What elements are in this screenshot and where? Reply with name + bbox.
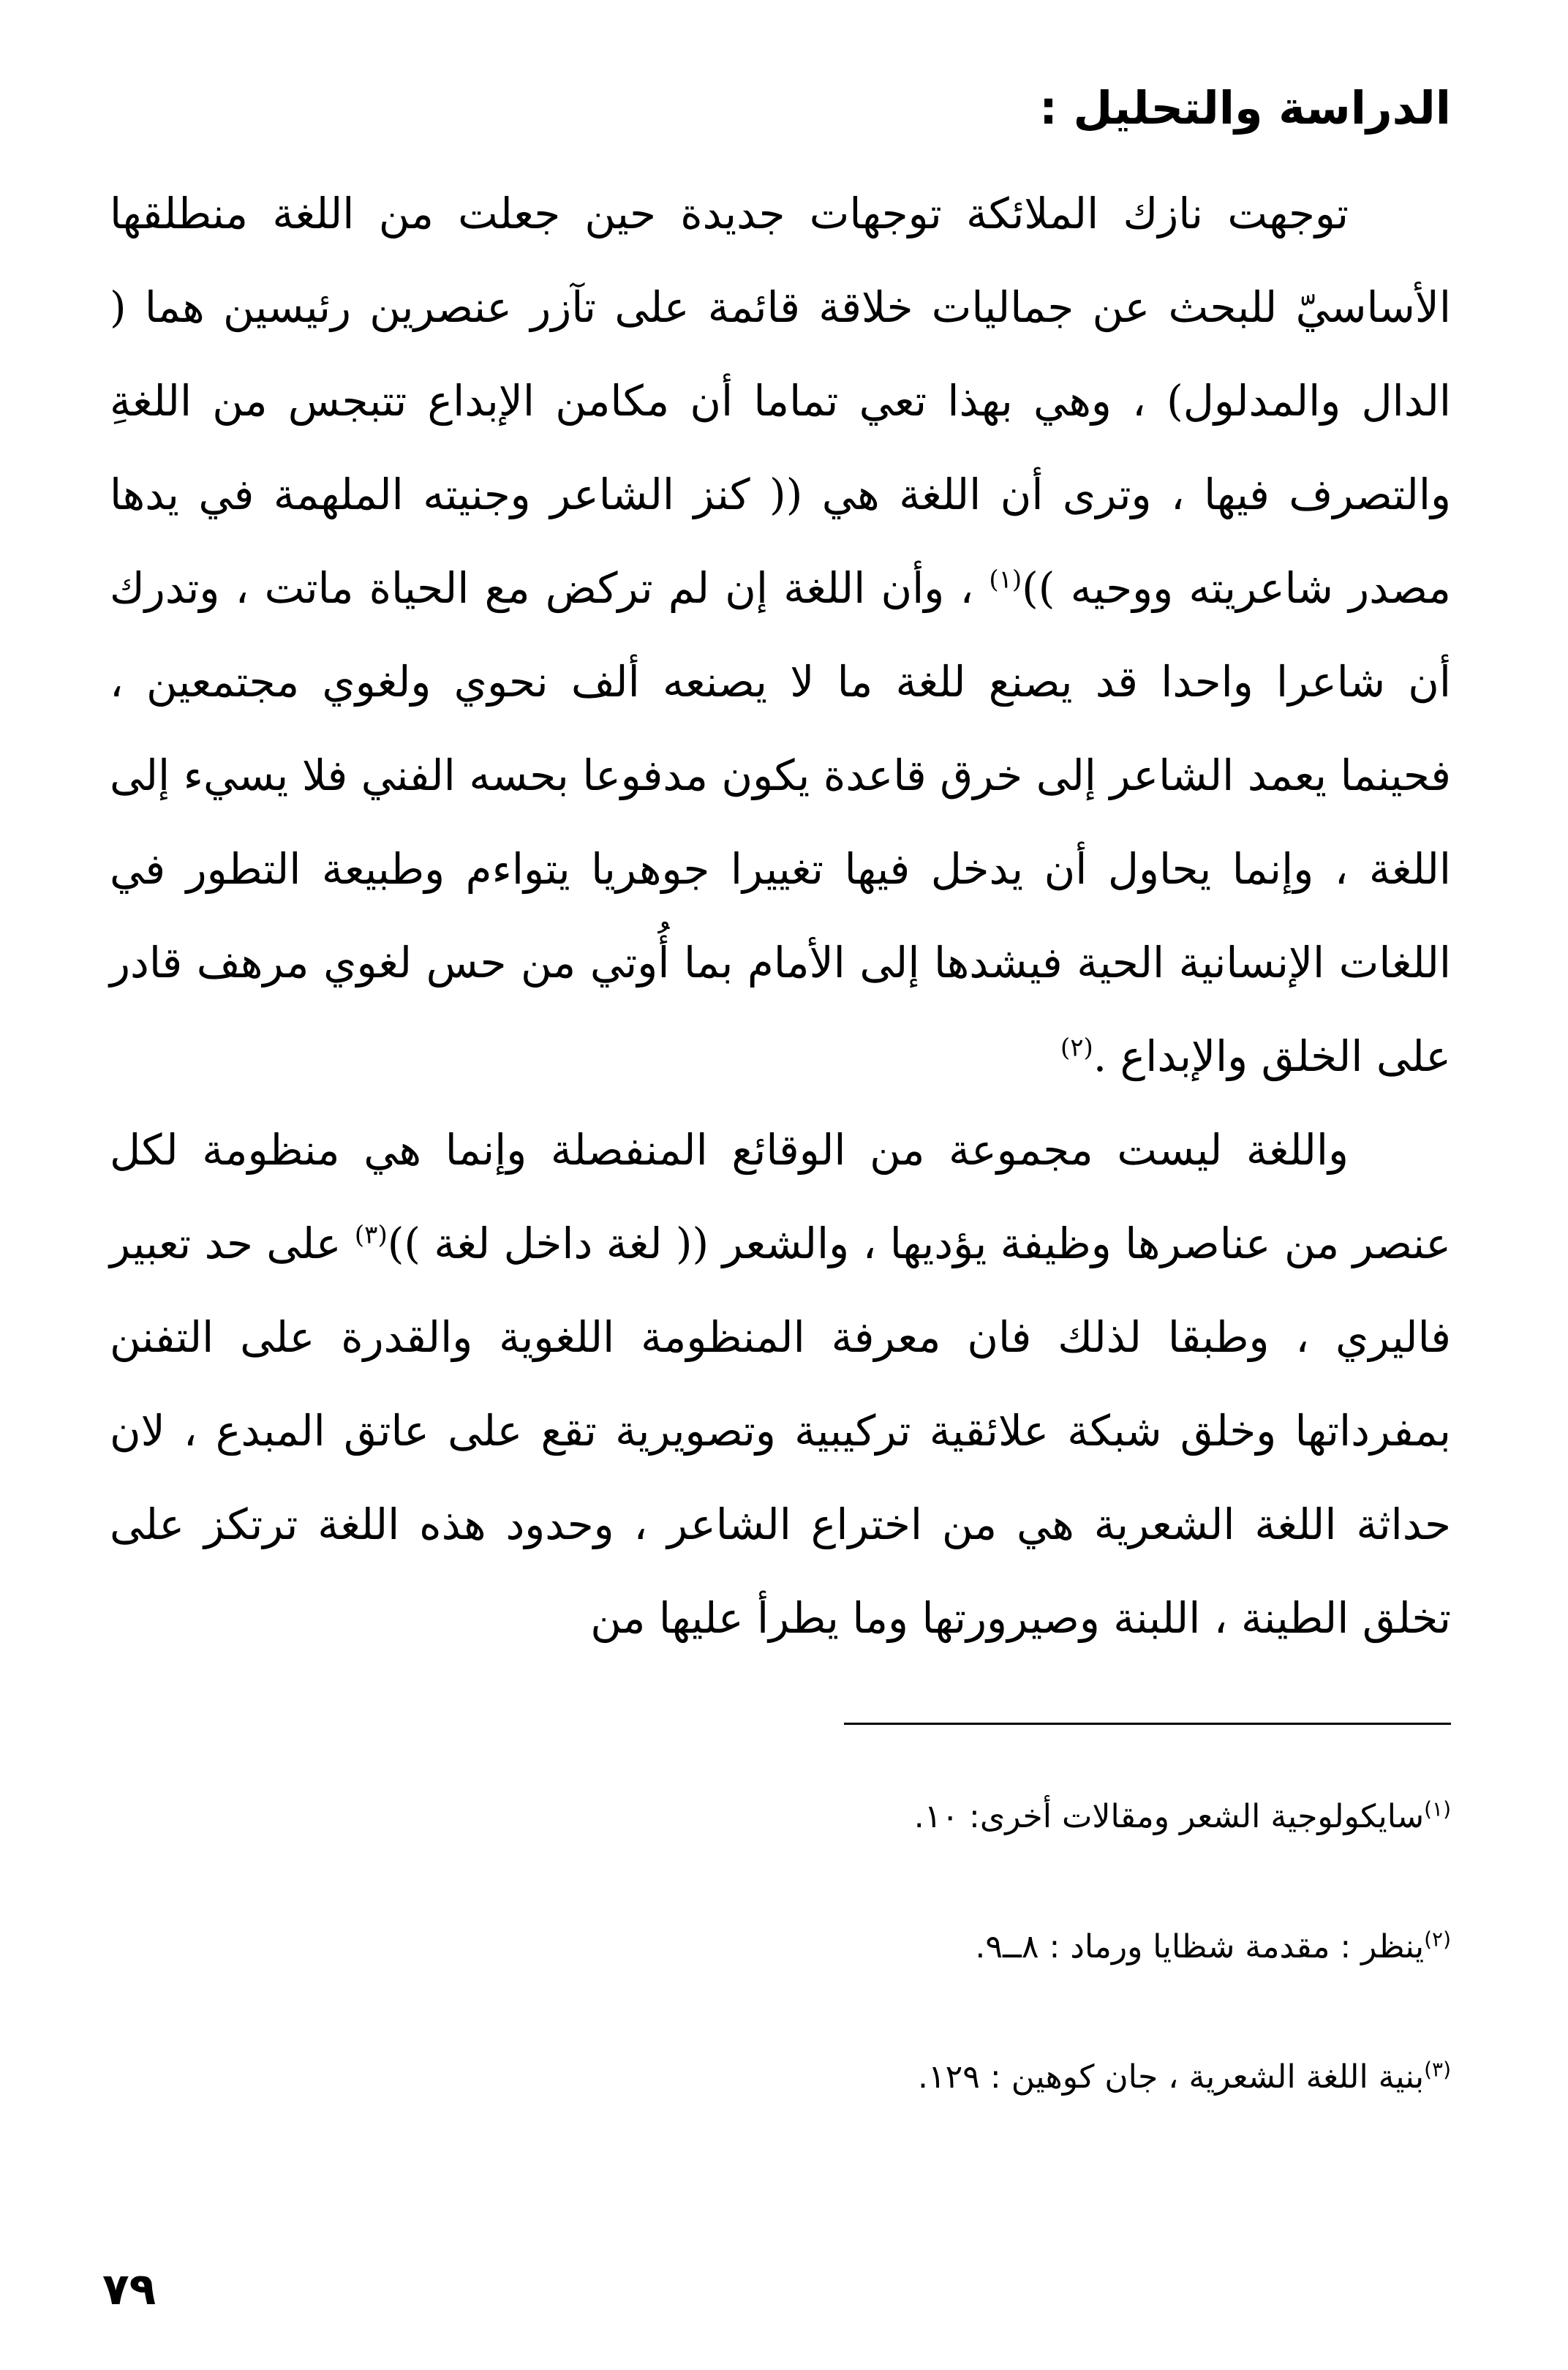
footnote-ref-2: (٢) (1060, 1033, 1093, 1063)
footnote-3-text: بنية اللغة الشعرية ، جان كوهين : ١٢٩. (918, 2058, 1425, 2096)
paragraph-1-text-a: توجهت نازك الملائكة توجهات جديدة حين جعلت من اللغة منطلقها الأساسيّ للبحث عن جماليات خلاقة قائمة على تآزر عنصرين رئيسين هما ( الدال والمدلول) ، وهي بهذا تعي تماما أن مكامن الإبداع تتبجس من اللغةِ والتصرف فيها ، وترى أن اللغة هي (( كنز الشاعر وجنيته الملهمة في يدها مصدر شاعريته ووحيه )) (110, 189, 1451, 613)
body-text (110, 167, 1451, 1665)
footnote-1-text: سايكولوجية الشعر ومقالات أخرى: ١٠. (913, 1798, 1425, 1835)
footnote-ref-1: (١) (989, 565, 1022, 595)
footnotes (500, 1752, 1451, 2143)
paragraph-2-text-b: على حد تعبير فاليري ، وطبقا لذلك فان معرفة المنظومة اللغوية والقدرة على التفنن بمفرداتها وخلق شبكة علائقية تركيبية وتصويرية تقع على عاتق المبدع ، لان حداثة اللغة الشعرية هي من اختراع الشاعر ، وحدود هذه اللغة ترتكز على تخلق الطينة ، اللبنة وصيرورتها وما يطرأ عليها من (110, 1219, 1451, 1643)
paragraph-1 (110, 167, 1451, 1103)
paragraph-2-text-a: واللغة ليست مجموعة من الوقائع المنفصلة وإنما هي منظومة لكل عنصر من عناصرها وظيفة يؤديها ، والشعر (( لغة داخل لغة )) (110, 1125, 1452, 1268)
footnote-3 (500, 2012, 1451, 2143)
footnote-1 (500, 1752, 1451, 1882)
footnote-1-marker: (١) (1424, 1797, 1451, 1821)
footnote-2-text: ينظر : مقدمة شظايا ورماد : ٨ــ٩. (975, 1928, 1425, 1965)
paragraph-1-text-b: ، وأن اللغة إن لم تركض مع الحياة ماتت ، وتدرك أن شاعرا واحدا قد يصنع للغة ما لا يصنعه ألف نحوي ولغوي مجتمعين ، فحينما يعمد الشاعر إلى خرق قاعدة يكون مدفوعا بحسه الفني فلا يسيء إلى اللغة ، وإنما يحاول أن يدخل فيها تغييرا جوهريا يتواءم وطبيعة التطور في اللغات الإنسانية الحية فيشدها إلى الأمام بما أُوتي من حس لغوي مرهف قادر على الخلق والإبداع . (110, 563, 1451, 1081)
footnote-separator (844, 1723, 1451, 1725)
footnote-ref-3: (٣) (354, 1220, 388, 1250)
page-number: ٧٩ (102, 2264, 157, 2315)
footnote-3-marker: (٣) (1424, 2057, 1451, 2082)
footnote-2 (500, 1882, 1451, 2012)
footnote-2-marker: (٢) (1424, 1927, 1451, 1952)
paragraph-2 (110, 1103, 1451, 1665)
section-heading: الدراسة والتحليل : (1039, 81, 1451, 135)
